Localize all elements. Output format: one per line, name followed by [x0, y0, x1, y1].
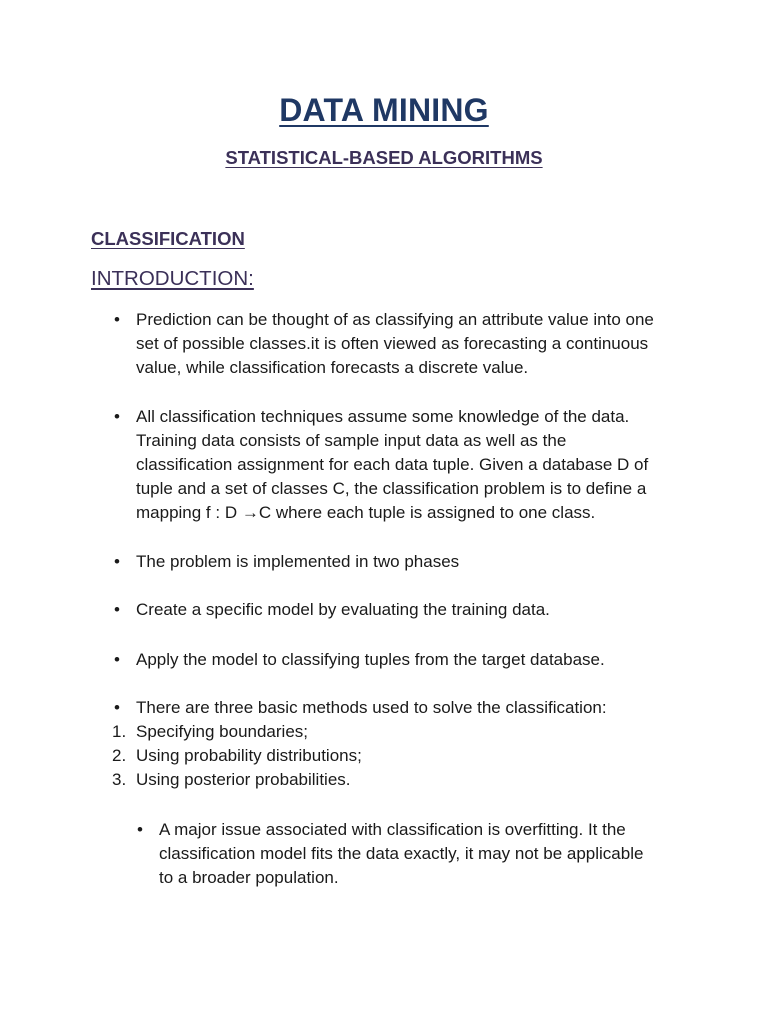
- numbered-item-3: Using posterior probabilities.: [136, 770, 351, 789]
- list-number: 3.: [112, 770, 127, 789]
- sub-bullet-item: [159, 818, 699, 890]
- bullet-item-4: [136, 598, 696, 622]
- page-subtitle: STATISTICAL-BASED ALGORITHMS: [225, 147, 543, 168]
- bullet-line: classification assignment for each data tuple. Given a database D of: [136, 455, 649, 474]
- bullet-line: mapping f : D →C where each tuple is assigned to one class.: [136, 503, 596, 522]
- list-number: 1.: [112, 722, 127, 741]
- list-number: 2.: [112, 746, 127, 765]
- bullet-line: All classification techniques assume some knowledge of the data.: [136, 407, 630, 426]
- bullet-line: set of possible classes.it is often viewed as forecasting a continuous: [136, 334, 649, 353]
- bullet-marker: •: [114, 698, 120, 717]
- bullet-marker: •: [114, 650, 120, 669]
- bullet-item-5: [136, 648, 696, 672]
- page-title: DATA MINING: [279, 92, 489, 128]
- bullet-marker: •: [114, 310, 120, 329]
- bullet-line: A major issue associated with classification is overfitting. It the: [159, 820, 626, 839]
- bullet-line: Prediction can be thought of as classifying an attribute value into one: [136, 310, 654, 329]
- bullet-line: to a broader population.: [159, 868, 339, 887]
- bullet-line: Training data consists of sample input data as well as the: [136, 431, 567, 450]
- section-heading: CLASSIFICATION: [91, 228, 245, 249]
- bullet-line: Create a specific model by evaluating the training data.: [136, 600, 550, 619]
- bullet-line: Apply the model to classifying tuples from the target database.: [136, 650, 605, 669]
- bullet-line: The problem is implemented in two phases: [136, 552, 460, 571]
- numbered-item-1: Specifying boundaries;: [136, 722, 309, 741]
- bullet-line: value, while classification forecasts a discrete value.: [136, 358, 529, 377]
- bullet-item-1: [136, 308, 696, 380]
- bullet-item-2: [136, 405, 696, 525]
- bullet-item-6: [136, 696, 696, 720]
- bullet-marker: •: [114, 600, 120, 619]
- numbered-item-2: Using probability distributions;: [136, 746, 362, 765]
- bullet-marker: •: [114, 552, 120, 571]
- bullet-marker: •: [137, 820, 143, 839]
- bullet-line: tuple and a set of classes C, the classification problem is to define a: [136, 479, 647, 498]
- intro-heading: INTRODUCTION:: [91, 267, 254, 290]
- bullet-marker: •: [114, 407, 120, 426]
- bullet-line: classification model fits the data exactly, it may not be applicable: [159, 844, 644, 863]
- bullet-item-3: [136, 550, 696, 574]
- bullet-line: There are three basic methods used to solve the classification:: [136, 698, 607, 717]
